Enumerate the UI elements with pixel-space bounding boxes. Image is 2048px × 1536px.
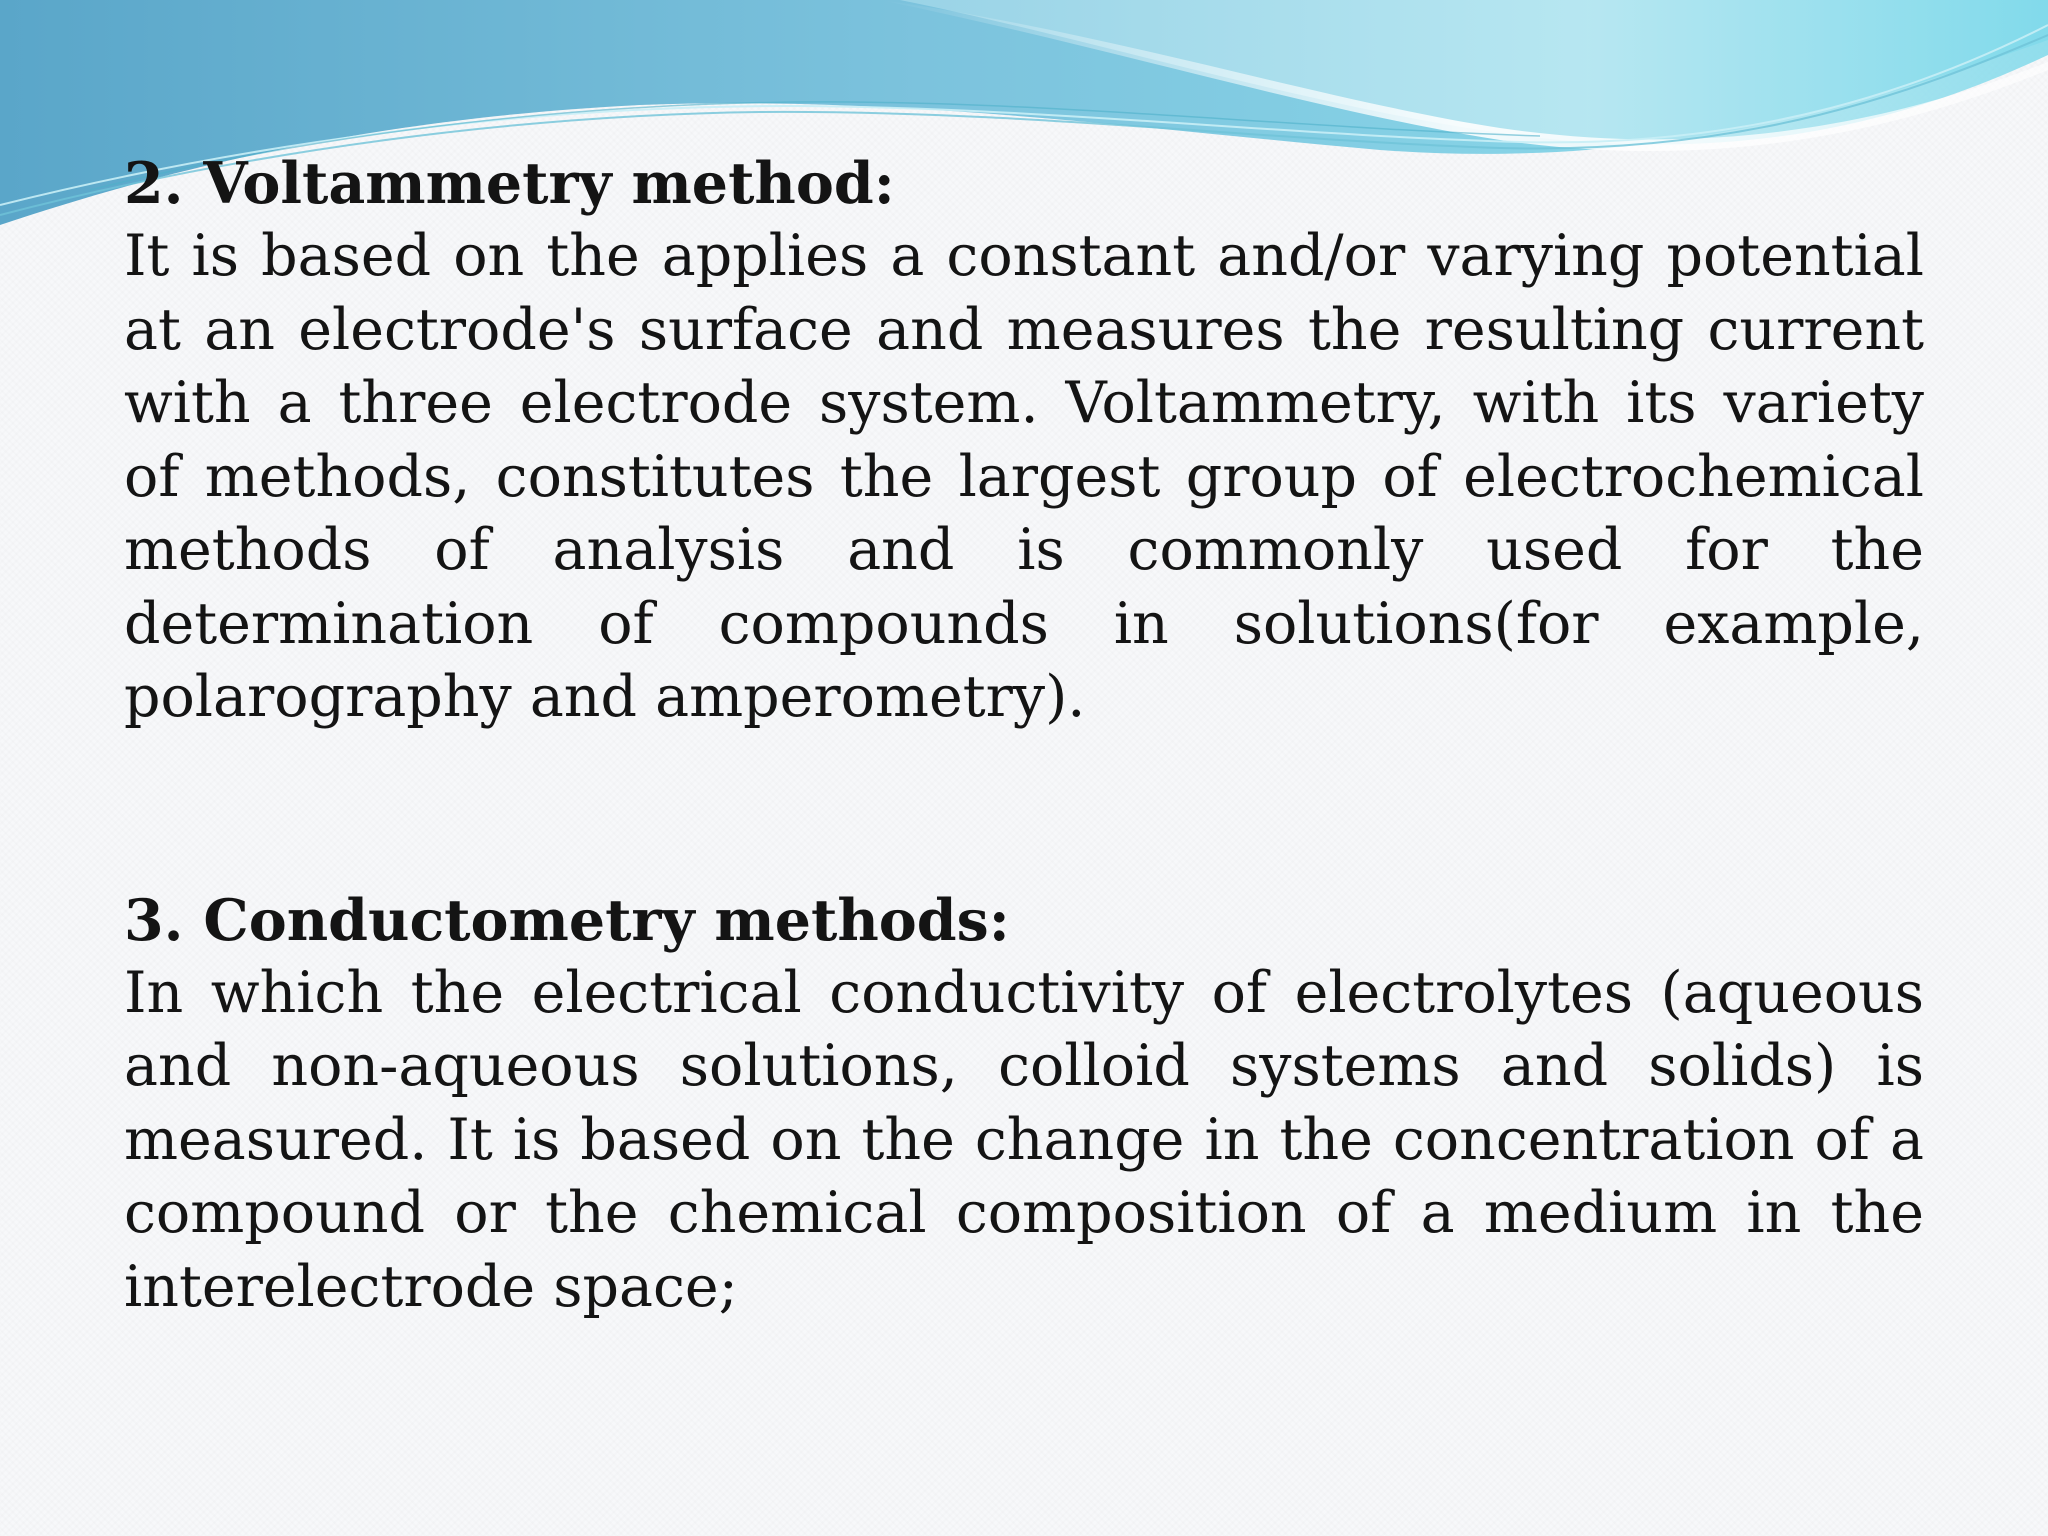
voltammetry-body: It is based on the applies a constant and/or varying potential at an electrode's surface and measures the resulting current with a three electrode system. Voltammetry, with its variety of methods, constitutes the largest group of electrochemical methods of analysis and is commonly used for the determination of compounds in solutions(for example, polarography and amperometry).	[124, 223, 1924, 730]
conductometry-heading: 3. Conductometry methods:	[124, 886, 1010, 954]
voltammetry-heading: 2. Voltammetry method:	[124, 150, 895, 217]
slide-content	[124, 148, 1924, 1324]
conductometry-body: In which the electrical conductivity of electrolytes (aqueous and non-aqueous solutions, colloid systems and solids) is measured. It is based on the change in the concentration of a compound or the chemical composition of a medium in the interelectrode space;	[124, 959, 1924, 1320]
section-spacer	[124, 735, 1924, 875]
